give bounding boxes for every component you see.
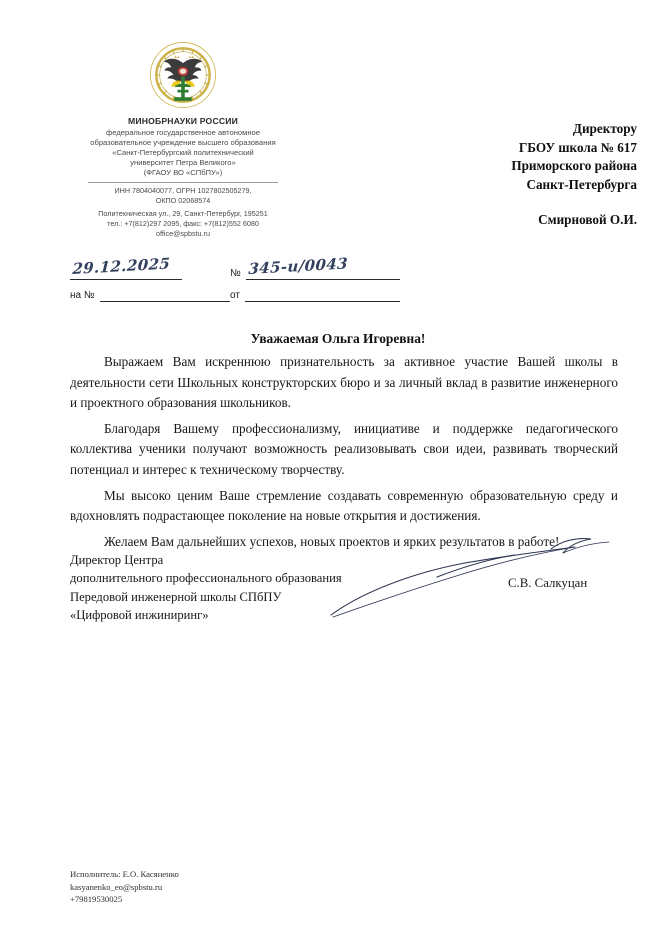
addressee-line: Санкт-Петербурга <box>526 177 637 193</box>
salutation: Уважаемая Ольга Игоревна! <box>250 331 426 346</box>
ministry-name: МИНОБРНАУКИ РОССИИ <box>127 116 239 126</box>
signer-title-line: Передовой инженерной школы СПбПУ <box>70 589 282 604</box>
registration-codes <box>58 186 308 205</box>
org-line: университет Петра Великого» <box>130 158 236 168</box>
incoming-date-field[interactable] <box>230 284 400 302</box>
outgoing-number-line <box>246 254 400 280</box>
reference-row-incoming <box>70 280 400 302</box>
addressee-person: Смирновой О.И. <box>538 211 637 227</box>
reply-to-field[interactable] <box>70 284 230 302</box>
org-line: (ФГАОУ ВО «СПбПУ») <box>143 168 223 178</box>
contact-phone: тел.: +7(812)297 2095, факс: +7(812)552 6080 <box>107 219 259 229</box>
contact-details <box>58 209 308 238</box>
signer-name: С.В. Салкуцан <box>508 576 588 590</box>
incoming-date-line <box>245 284 400 302</box>
reply-to-line <box>100 284 230 302</box>
body-paragraph: Желаем Вам дальнейших успехов, новых проектов и ярких результатов в работе! <box>104 533 560 549</box>
signer-title <box>70 551 390 624</box>
body-paragraph: Выражаем Вам искреннюю признательность за активное участие Вашей школы в деятельности сети Школьных конструкторских бюро и за личный вклад в развитие инженерного и проектного образования школьников. <box>70 354 618 411</box>
executor-name: Исполнитель: Е.О. Касяненко <box>70 869 179 879</box>
emblem-container <box>58 38 308 112</box>
executor-email: kasyanenko_eo@spbstu.ru <box>70 881 163 892</box>
executor-phone: +79819530025 <box>70 894 123 905</box>
signer-title-line: «Цифровой инжиниринг» <box>70 607 209 622</box>
outgoing-number-field[interactable] <box>230 254 400 280</box>
letterhead <box>58 38 308 239</box>
letter-body <box>70 352 618 552</box>
reply-to-label: на № <box>70 290 95 301</box>
org-line: «Санкт-Петербургский политехнический <box>112 148 254 158</box>
org-line: федеральное государственное автономное <box>106 128 260 137</box>
organization-name <box>58 128 308 178</box>
outgoing-number-value: 345-и/0043 <box>247 254 349 278</box>
reference-block <box>70 254 400 302</box>
signer-title-line: Директор Центра <box>70 553 164 567</box>
reference-row-outgoing <box>70 254 400 280</box>
russian-ministry-of-education-emblem-icon <box>146 38 220 112</box>
addressee-line: ГБОУ школа № 617 <box>518 139 637 155</box>
from-label: от <box>230 290 240 301</box>
contact-address: Политехническая ул., 29, Санкт-Петербург, 195251 <box>98 209 268 219</box>
addressee-line: Директору <box>572 121 637 136</box>
number-label: № <box>230 268 241 279</box>
outgoing-date-field[interactable] <box>70 254 230 280</box>
outgoing-date-value: 29.12.2025 <box>72 254 171 278</box>
outgoing-date-line <box>70 254 182 280</box>
addressee-block <box>422 120 637 230</box>
org-line: образовательное учреждение высшего образования <box>90 138 276 148</box>
body-paragraph: Мы высоко ценим Ваше стремление создавать современную образовательную среду и вдохновлять подрастающее поколение на новые открытия и достижения. <box>70 487 618 524</box>
signature-block <box>70 551 618 624</box>
registration-line: ОКПО 02068574 <box>155 195 211 205</box>
body-paragraph: Благодаря Вашему профессионализму, инициативе и поддержке педагогического коллектива ученики получают возможность реализовывать свои идеи, развивать творческий потенциал и интерес к техническому творчеству. <box>70 420 618 477</box>
letterhead-divider <box>88 182 278 183</box>
signer-title-line: дополнительного профессионального образования <box>70 571 342 586</box>
registration-line: ИНН 7804040077, ОГРН 1027802505279, <box>114 186 252 196</box>
executor-footer <box>70 868 179 906</box>
contact-email: office@spbstu.ru <box>156 228 210 238</box>
addressee-line: Приморского района <box>511 158 637 174</box>
